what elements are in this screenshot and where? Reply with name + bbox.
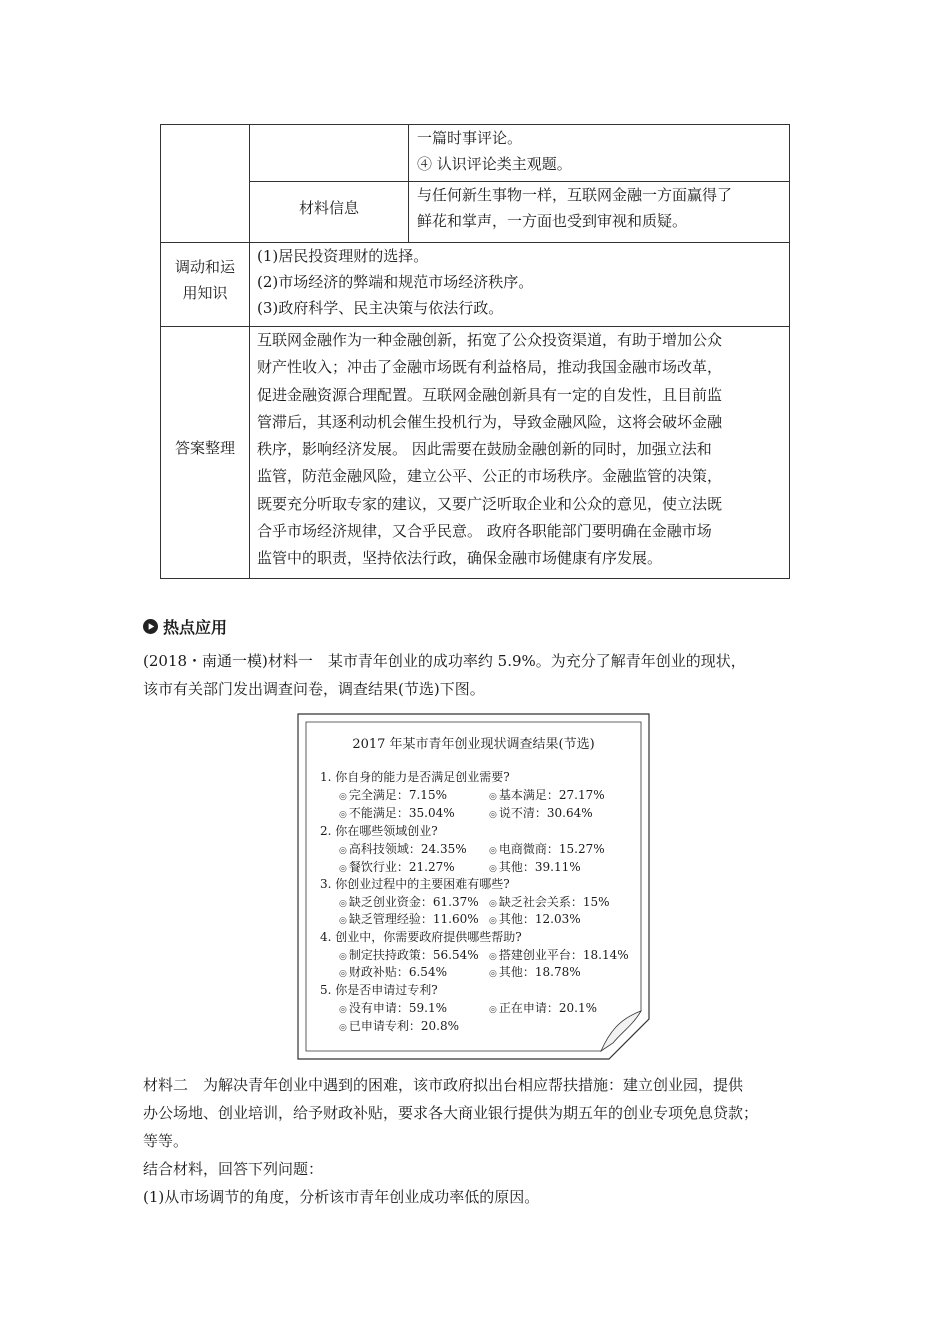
survey-option: ◎ 正在申请：20.1% bbox=[489, 999, 597, 1016]
survey-option: ◎ 财政补贴：6.54% bbox=[339, 963, 447, 980]
survey-option: ◎ 搭建创业平台：18.14% bbox=[489, 946, 629, 963]
survey-figure bbox=[297, 713, 650, 1060]
survey-option: ◎ 缺乏管理经验：11.60% bbox=[339, 910, 479, 927]
survey-question-5: 5. 你是否申请过专利? bbox=[320, 983, 438, 997]
survey-option: ◎ 其他：39.11% bbox=[489, 858, 581, 875]
section-heading bbox=[143, 615, 227, 638]
survey-question-3: 3. 你创业过程中的主要困难有哪些? bbox=[320, 877, 510, 891]
row2-label: 材料信息 bbox=[298, 199, 359, 217]
row3-content: (1)居民投资理财的选择。 (2)市场经济的弊端和规范市场经济秩序。 (3)政府科学、民主决策与依法行政。 bbox=[257, 247, 534, 317]
table-divider bbox=[408, 125, 409, 242]
survey-question-2: 2. 你在哪些领域创业? bbox=[320, 824, 438, 838]
survey-option: ◎ 制定扶持政策：56.54% bbox=[339, 946, 479, 963]
survey-option: ◎ 没有申请：59.1% bbox=[339, 999, 447, 1016]
question-1: (1)从市场调节的角度，分析该市青年创业成功率低的原因。 bbox=[143, 1188, 540, 1206]
survey-option: ◎ 餐饮行业：21.27% bbox=[339, 858, 455, 875]
survey-option: ◎ 基本满足：27.17% bbox=[489, 786, 605, 803]
survey-question-4: 4. 创业中，你需要政府提供哪些帮助? bbox=[320, 930, 522, 944]
survey-option: ◎ 高科技领域：24.35% bbox=[339, 840, 467, 857]
table-divider bbox=[249, 125, 250, 578]
material-two: 材料二 为解决青年创业中遇到的困难，该市政府拟出台相应帮扶措施：建立创业园，提供 办公场地、创业培训，给予财政补贴，要求各大商业银行提供为期五年的创业专项免息贷款； 等等。 bbox=[143, 1076, 759, 1150]
survey-option: ◎ 其他：18.78% bbox=[489, 963, 581, 980]
survey-option: ◎ 已申请专利：20.8% bbox=[339, 1017, 459, 1034]
material-one: (2018・南通一模)材料一 某市青年创业的成功率约 5.9%。为充分了解青年创业的现状， 该市有关部门发出调查问卷，调查结果(节选)下图。 bbox=[143, 652, 746, 698]
row1-content: 一篇时事评论。 ④ 认识评论类主观题。 bbox=[417, 129, 572, 173]
survey-option: ◎ 缺乏社会关系：15% bbox=[489, 893, 610, 910]
row3-label: 调动和运 用知识 bbox=[174, 258, 235, 302]
play-circle-icon bbox=[143, 619, 158, 634]
prompt-text: 结合材料，回答下列问题： bbox=[143, 1160, 324, 1178]
survey-option: ◎ 其他：12.03% bbox=[489, 910, 581, 927]
section-title: 热点应用 bbox=[163, 618, 228, 637]
row4-label: 答案整理 bbox=[174, 439, 235, 457]
survey-title: 2017 年某市青年创业现状调查结果(节选) bbox=[352, 737, 595, 752]
survey-option: ◎ 不能满足：35.04% bbox=[339, 804, 455, 821]
survey-option: ◎ 电商微商：15.27% bbox=[489, 840, 605, 857]
row2-content: 与任何新生事物一样，互联网金融一方面赢得了 鲜花和掌声，一方面也受到审视和质疑。 bbox=[417, 186, 733, 230]
survey-option: ◎ 缺乏创业资金：61.37% bbox=[339, 893, 479, 910]
survey-option: ◎ 完全满足：7.15% bbox=[339, 786, 447, 803]
row4-content: 互联网金融作为一种金融创新，拓宽了公众投资渠道，有助于增加公众 财产性收入；冲击了金融市场既有利益格局，推动我国金融市场改革， 促进金融资源合理配置。互联网金融创新具有一定的自发性，且目前监 管滞后，其逐利动机会催生投机行为，导致金融风险，这将会破坏金融 秩序，影响经济发展。 因此需要在鼓励金融创新的同时，加强立法和 监管，防范金融风险，建立公平、公正的市场秩序。金融监管的决策， 既要充分听取专家的建议，又要广泛听取企业和公众的意见，使立法既 合乎市场经济规律，又合乎民意。 政府各职能部门要明确在金融市场 监管中的职责，坚持依法行政，确保金融市场健康有序发展。 bbox=[257, 331, 723, 568]
survey-question-1: 1. 你自身的能力是否满足创业需要? bbox=[320, 770, 510, 784]
survey-option: ◎ 说不清：30.64% bbox=[489, 804, 593, 821]
knowledge-table bbox=[160, 124, 790, 579]
